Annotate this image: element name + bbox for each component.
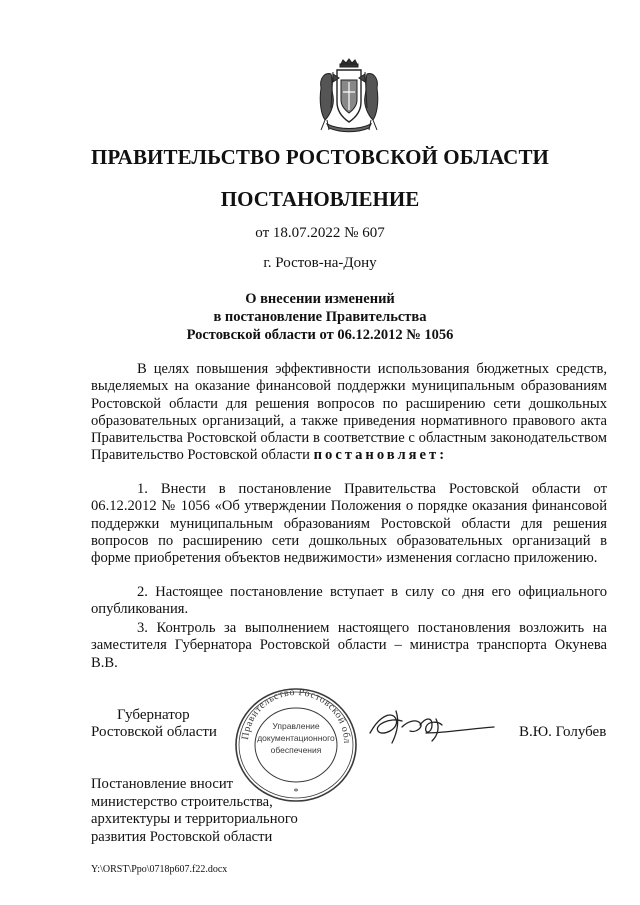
preamble-text: В целях повышения эффективности использования бюджетных средств, выделяемых на оказание финансовой поддержки муниципальным образованиям Ростовской области для решения вопросов по расширению сети дошкольных образовательных организаций, а также приведения нормативного правового акта Правительства Ростовской области в соответствие с областным законодательством Правительство Ростовской области [91, 361, 607, 464]
signatory-name: В.Ю. Голубев [519, 724, 607, 740]
signatory-position-line-2: Ростовской области [91, 724, 217, 740]
introduced-by-line: архитектуры и территориального [91, 811, 298, 827]
item-2-paragraph [91, 584, 607, 619]
preamble-paragraph [91, 361, 607, 465]
seal-center-line-2: документационного [257, 733, 335, 743]
introduced-by-line: развития Ростовской области [91, 828, 273, 845]
item-1-text: 1. Внести в постановление Правительства Ростовской области от 06.12.2012 № 1056 «Об утверждении Положения о порядке оказания финансовой поддержки муниципальным образованиям Ростовской области для решения вопросов по расширению сети дошкольных образовательных организаций в форме приобретения объектов недвижимости» изменения согласно приложению. [91, 481, 607, 567]
seal-center-line-3: обеспечения [270, 745, 322, 755]
document-type: ПОСТАНОВЛЕНИЕ [220, 187, 420, 211]
introduced-by-block [91, 776, 298, 846]
document-city: г. Ростов-на-Дону [263, 255, 377, 271]
item-3-text: 3. Контроль за выполнением настоящего постановления возложить на заместителя Губернатора Ростовской области – министра транспорта Окунева В.В. [91, 620, 607, 671]
seal-star: * [293, 787, 299, 798]
seal-ring-text: Правительство Ростовской обл [240, 686, 353, 745]
document-date-number: от 18.07.2022 № 607 [255, 225, 385, 241]
item-1-paragraph [91, 481, 607, 567]
subject-line: О внесении изменений [245, 291, 395, 307]
file-path: Y:\ORST\Ppo\0718p607.f22.docx [91, 864, 228, 875]
signatory-position-line-1: Губернатор [117, 707, 190, 723]
item-2-text: 2. Настоящее постановление вступает в силу со дня его официального опубликования. [91, 584, 607, 618]
subject-line: Ростовской области от 06.12.2012 № 1056 [186, 327, 454, 343]
preamble-keyword: постановляет: [313, 447, 448, 464]
coat-of-arms-icon [313, 58, 385, 134]
handwritten-signature-icon [366, 703, 498, 753]
introduced-by-line: Постановление вносит [91, 776, 234, 792]
introduced-by-line: министерство строительства, [91, 793, 273, 810]
seal-center-line-1: Управление [272, 721, 320, 731]
subject-line: в постановление Правительства [213, 309, 427, 325]
government-title: ПРАВИТЕЛЬСТВО РОСТОВСКОЙ ОБЛАСТИ [91, 145, 549, 169]
item-3-paragraph [91, 620, 607, 672]
document-subject [0, 290, 640, 344]
